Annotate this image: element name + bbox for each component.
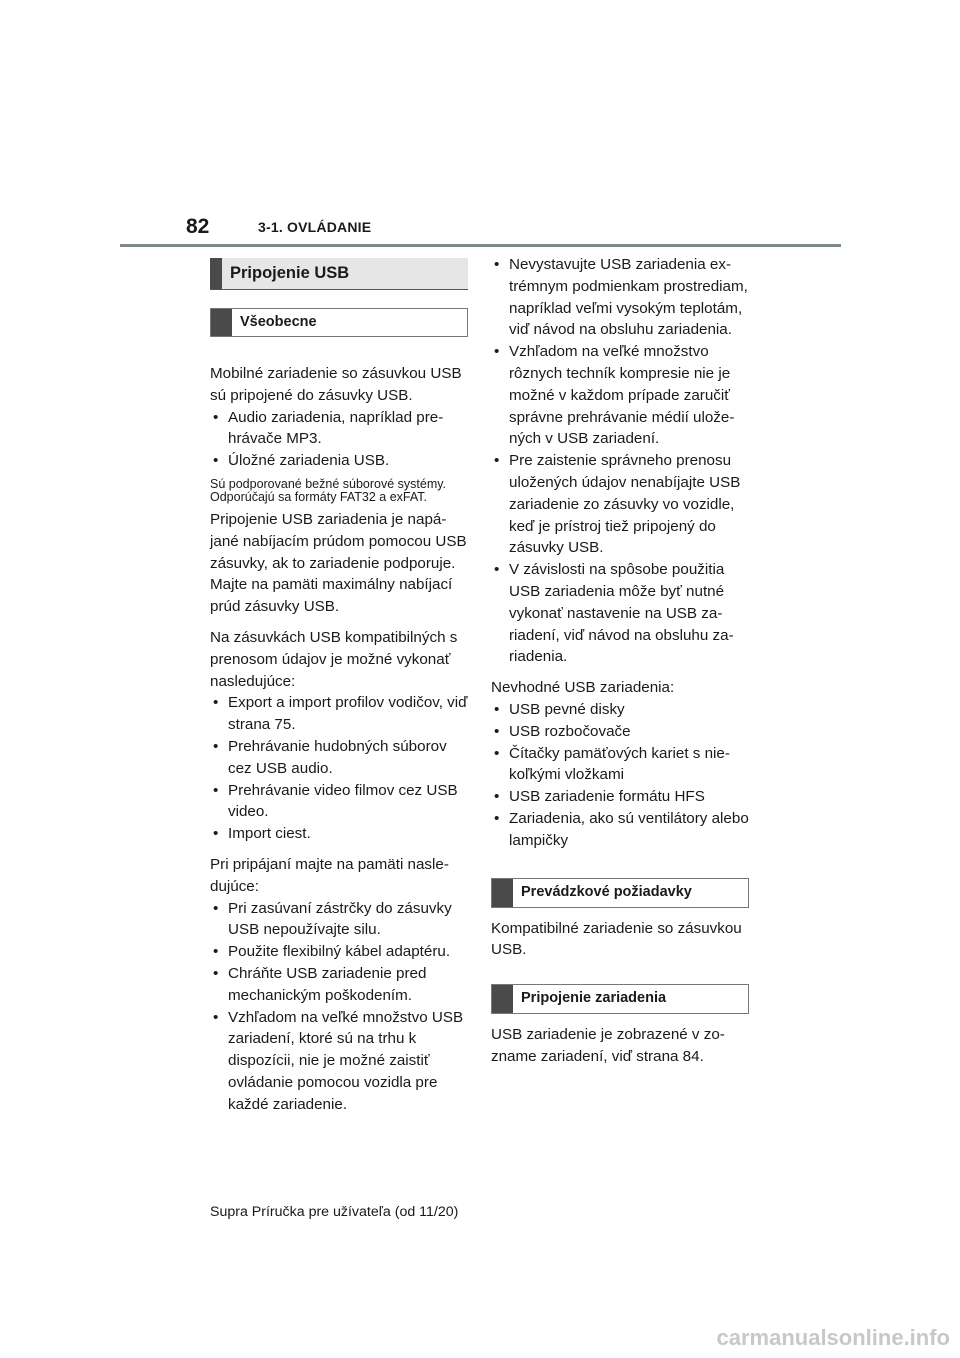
bullet-list [210,407,468,472]
section-title [210,258,468,290]
page-number: 82 [186,215,210,238]
paragraph: Kompatibilné zariadenie so zásuvkou USB. [491,919,742,959]
subheading-text: Prevádzkové požiadavky [521,883,692,900]
list-item: • Prehrávanie video filmov cez USB video. [210,780,468,824]
list-item: • Export a import profilov vodičov, viď strana 75. [210,692,468,736]
list-item: • USB zariadenie formátu HFS [491,786,749,808]
list-item: • Vzhľadom na veľké množstvo rôznych techník kompresie nie je možné v každom prípade zaručiť správne prehrávanie médií uložených v USB zariadení. [491,341,749,450]
list-item: • Zariadenia, ako sú ventilátory alebo lampičky [491,808,749,852]
bullet-list [210,692,468,845]
paragraph: Na zásuvkách USB kompatibilných s prenosom údajov je možné vykonať nasledujúce: [210,628,458,690]
list-item: • Prehrávanie hudobných súborov cez USB audio. [210,736,468,780]
bullet-list [210,898,468,1116]
watermark: carmanualsonline.info [716,1325,950,1350]
subheading-requirements [491,878,749,908]
paragraph: Nevhodné USB zariadenia: [491,679,675,697]
note-text: Sú podporované bežné súborové systémy. Odporúčajú sa formáty FAT32 a exFAT. [210,476,447,504]
list-item: • Import ciest. [210,823,468,845]
list-item: • Úložné zariadenia USB. [210,450,468,472]
header-divider [120,244,841,247]
list-item: • Pre zaistenie správneho prenosu uložených údajov nenabíjajte USB zariadenie zo zásuvky vo vozidle, keď je prístroj tiež pripojený do zásuvky USB. [491,450,749,559]
subheading-marker [211,309,232,336]
list-item: • Čítačky pamäťových kariet s niekoľkými vložkami [491,743,749,787]
list-item: • Použite flexibilný kábel adaptéru. [210,941,468,963]
list-item: • USB pevné disky [491,699,749,721]
subheading-marker [492,985,513,1013]
bullet-list [491,254,749,668]
list-item: • Audio zariadenia, napríklad prehrávače MP3. [210,407,468,451]
chapter-title: 3-1. OVLÁDANIE [258,219,372,235]
subheading-general [210,308,468,337]
subheading-marker [492,879,513,907]
subheading-text: Pripojenie zariadenia [521,990,667,1007]
paragraph: Pripojenie USB zariadenia je napájané nabíjacím prúdom pomocou USB zásuvky, ak to zariadenie podporuje. Majte na pamäti maximálny nabíjací prúd zásuvky USB. [210,510,467,616]
list-item: • Chráňte USB zariadenie pred mechanickým poškodením. [210,963,468,1007]
bullet-list [491,699,749,852]
section-title-text: Pripojenie USB [230,264,350,282]
paragraph: Pri pripájaní majte na pamäti nasledujúce: [210,855,449,895]
list-item: • USB rozbočovače [491,721,749,743]
paragraph: USB zariadenie je zobrazené v zozname zariadení, viď strana 84. [491,1026,725,1065]
list-item: • Pri zasúvaní zástrčky do zásuvky USB nepoužívajte silu. [210,898,468,942]
right-column [491,254,749,1068]
page-footer: Supra Príručka pre užívateľa (od 11/20) [210,1204,459,1220]
list-item: • Vzhľadom na veľké množstvo USB zariadení, ktoré sú na trhu k dispozícii, nie je možné zaistiť ovládanie pomocou vozidla pre každé zariadenie. [210,1007,468,1116]
paragraph: Mobilné zariadenie so zásuvkou USB sú pripojené do zásuvky USB. [210,365,462,404]
subheading-text: Všeobecne [240,314,317,330]
left-column [210,258,468,1116]
section-marker [210,258,222,289]
subheading-connection [491,984,749,1014]
list-item: • Nevystavujte USB zariadenia extrémnym podmienkam prostrediam, napríklad veľmi vysokým teplotám, viď návod na obsluhu zariadenia. [491,254,749,341]
list-item: • V závislosti na spôsobe použitia USB zariadenia môže byť nutné vykonať nastavenie na USB zariadení, viď návod na obsluhu zariadenia. [491,559,749,668]
